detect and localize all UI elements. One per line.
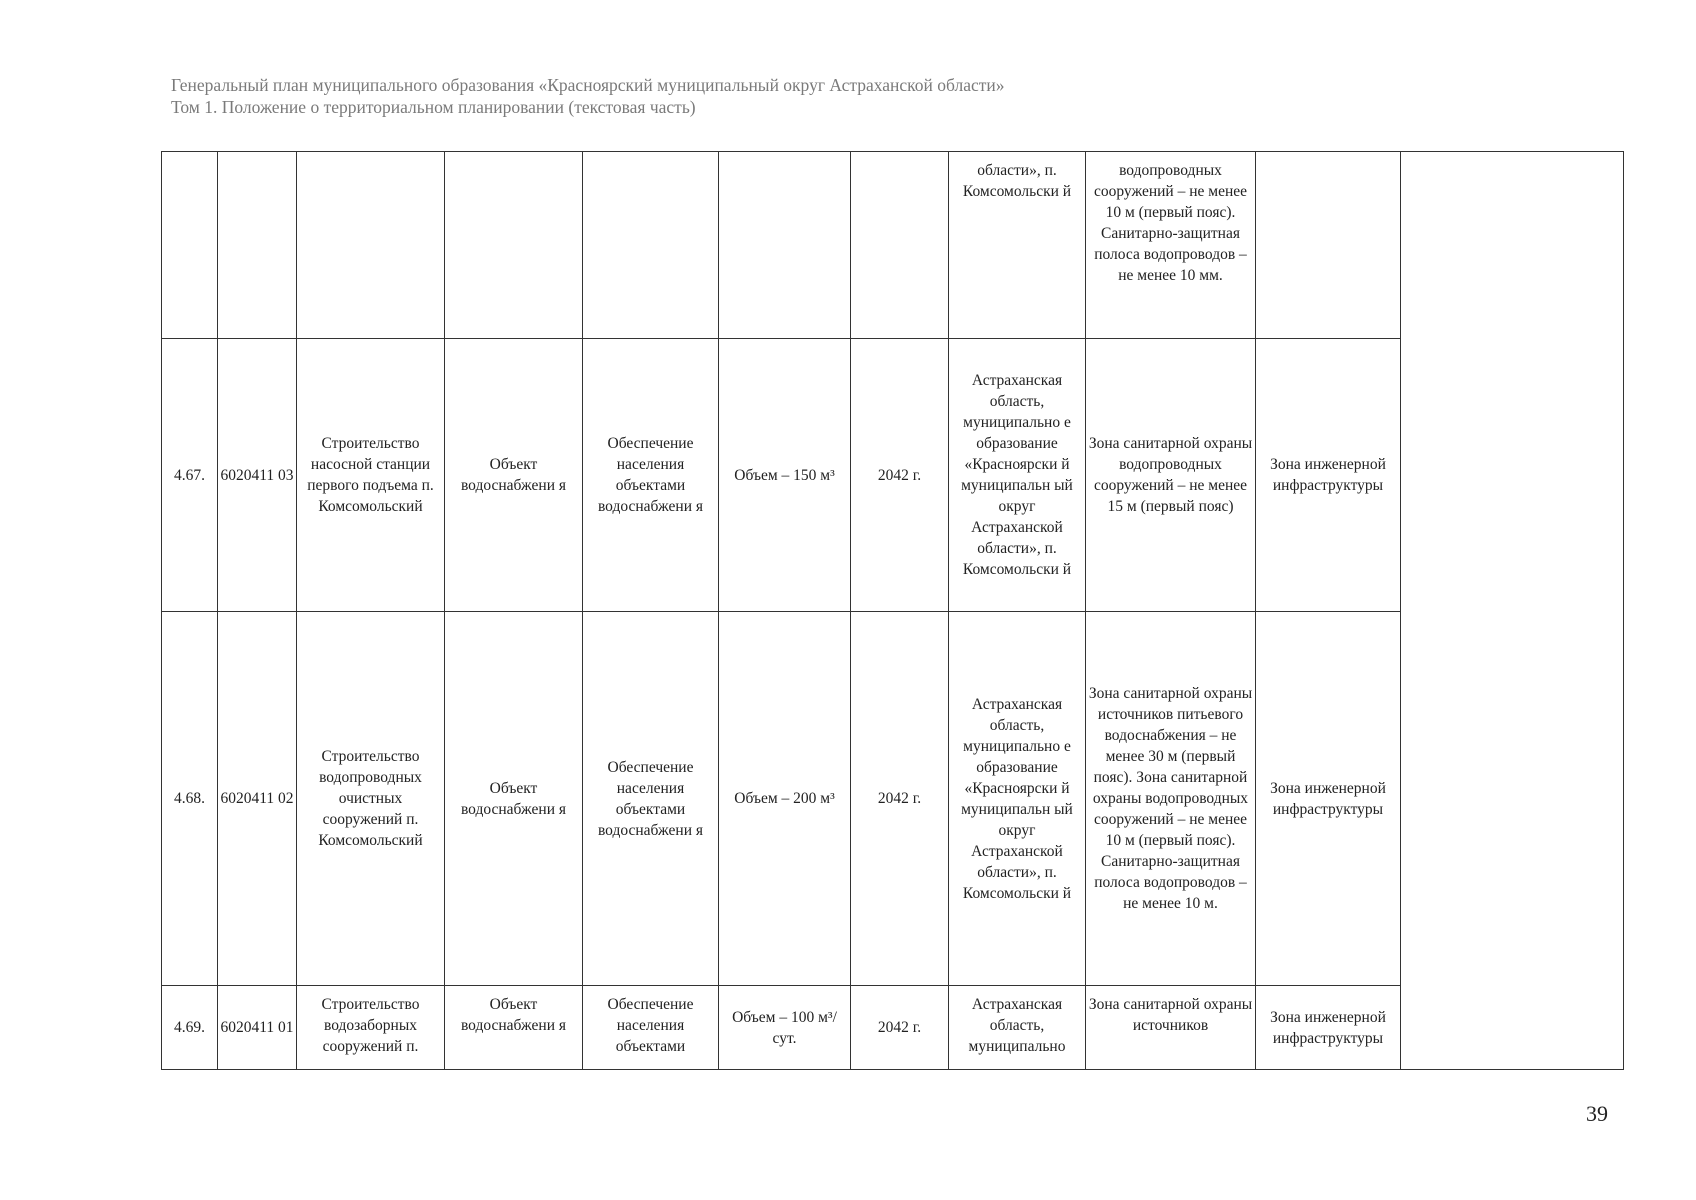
cell-purpose: Обеспечение населения объектами водоснабжени я xyxy=(583,339,719,612)
cell-location: Астраханская область, муниципально е образование «Красноярски й муниципальн ый округ Астраханской области», п. Комсомольски й xyxy=(949,612,1086,986)
cell-zone: Зона санитарной охраны источников питьевого водоснабжения – не менее 30 м (первый пояс). Зона санитарной охраны водопроводных сооружений – не менее 10 м (первый пояс). Санитарно-защитная полоса водопроводов – не менее 10 м. xyxy=(1086,612,1256,986)
cell-num: 4.68. xyxy=(162,612,218,986)
cell-code: 6020411 01 xyxy=(218,986,297,1070)
cell-type: Объект водоснабжени я xyxy=(445,612,583,986)
cell-type: Объект водоснабжени я xyxy=(445,986,583,1070)
cell-func-zone xyxy=(1256,152,1401,339)
cell-func-zone: Зона инженерной инфраструктуры xyxy=(1256,612,1401,986)
header-line-1: Генеральный план муниципального образования «Красноярский муниципальный округ Астраханской области» xyxy=(171,75,1005,95)
document-header xyxy=(171,74,1005,118)
cell-num xyxy=(162,152,218,339)
cell-name xyxy=(297,152,445,339)
cell-year: 2042 г. xyxy=(851,986,949,1070)
cell-name: Строительство насосной станции первого подъема п. Комсомольский xyxy=(297,339,445,612)
cell-func-zone: Зона инженерной инфраструктуры xyxy=(1256,986,1401,1070)
cell-blank-column xyxy=(1401,152,1624,1070)
cell-zone: Зона санитарной охраны источников xyxy=(1086,986,1256,1070)
cell-func-zone: Зона инженерной инфраструктуры xyxy=(1256,339,1401,612)
cell-code: 6020411 03 xyxy=(218,339,297,612)
cell-code: 6020411 02 xyxy=(218,612,297,986)
cell-name: Строительство водопроводных очистных сооружений п. Комсомольский xyxy=(297,612,445,986)
cell-code xyxy=(218,152,297,339)
cell-location: Астраханская область, муниципально е образование «Красноярски й муниципальн ый округ Астраханской области», п. Комсомольски й xyxy=(949,339,1086,612)
cell-capacity: Объем – 150 м³ xyxy=(719,339,851,612)
cell-capacity xyxy=(719,152,851,339)
cell-purpose: Обеспечение населения объектами водоснабжени я xyxy=(583,612,719,986)
cell-location: Астраханская область, муниципально xyxy=(949,986,1086,1070)
cell-type xyxy=(445,152,583,339)
cell-year: 2042 г. xyxy=(851,612,949,986)
planning-table xyxy=(161,151,1624,1070)
cell-type: Объект водоснабжени я xyxy=(445,339,583,612)
cell-year: 2042 г. xyxy=(851,339,949,612)
cell-zone: водопроводных сооружений – не менее 10 м (первый пояс). Санитарно-защитная полоса водопроводов – не менее 10 мм. xyxy=(1086,152,1256,339)
cell-num: 4.69. xyxy=(162,986,218,1070)
cell-year xyxy=(851,152,949,339)
header-line-2: Том 1. Положение о территориальном планировании (текстовая часть) xyxy=(171,97,696,117)
cell-num: 4.67. xyxy=(162,339,218,612)
cell-capacity: Объем – 200 м³ xyxy=(719,612,851,986)
cell-zone: Зона санитарной охраны водопроводных сооружений – не менее 15 м (первый пояс) xyxy=(1086,339,1256,612)
page-number: 39 xyxy=(1586,1101,1608,1126)
cell-location: области», п. Комсомольски й xyxy=(949,152,1086,339)
cell-name: Строительство водозаборных сооружений п. xyxy=(297,986,445,1070)
cell-purpose: Обеспечение населения объектами xyxy=(583,986,719,1070)
table-row xyxy=(162,152,1624,339)
cell-capacity: Объем – 100 м³/сут. xyxy=(719,986,851,1070)
cell-purpose xyxy=(583,152,719,339)
